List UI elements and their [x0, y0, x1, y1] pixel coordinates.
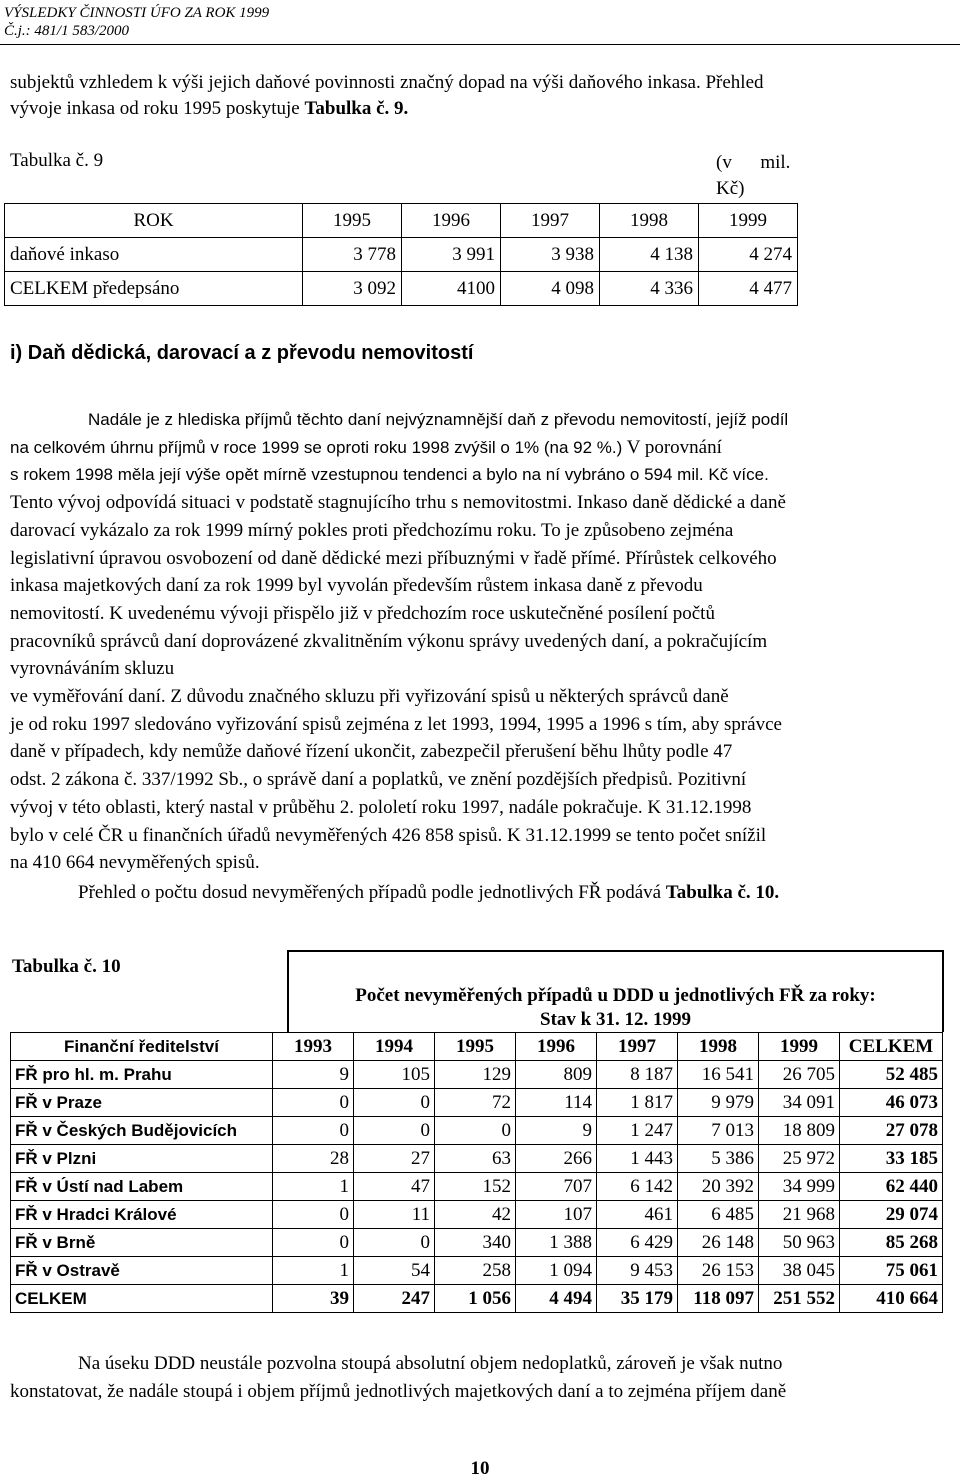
table10-header-cell: 1995	[435, 1033, 516, 1061]
para-line: vyrovnáváním skluzu	[10, 658, 175, 680]
section-heading: i) Daň dědická, darovací a z převodu nemovitostí	[10, 342, 474, 364]
table10-header-cell: Finanční ředitelství	[11, 1033, 273, 1061]
intro-line-1: subjektů vzhledem k výši jejich daňové povinnosti značný dopad na výši daňového inkasa. Přehled	[10, 72, 764, 93]
overview-line	[78, 880, 954, 906]
table10-cell: 4 494	[516, 1285, 597, 1313]
table10-header-cell: 1996	[516, 1033, 597, 1061]
table9-header-cell: 1996	[402, 204, 501, 238]
table9-row	[5, 272, 798, 306]
para-line: inkasa majetkových daní za rok 1999 byl vyvolán především růstem inkasa daně z převodu	[10, 575, 703, 597]
table10-cell: 258	[435, 1257, 516, 1285]
table10-cell: 20 392	[678, 1173, 759, 1201]
table10-cell: 34 091	[759, 1089, 840, 1117]
table10-cell: 707	[516, 1173, 597, 1201]
table10-row-label: FŘ v Ústí nad Labem	[11, 1173, 273, 1201]
table10-cell: 1	[273, 1257, 354, 1285]
table10-cell: 9	[516, 1117, 597, 1145]
para-line: bylo v celé ČR u finančních úřadů nevyměřených 426 858 spisů. K 31.12.1999 se tento počet snížil	[10, 824, 767, 846]
table9-cell: 4100	[402, 272, 501, 306]
closing-line: konstatovat, že nadále stoupá i objem příjmů jednotlivých majetkových daní a to zejména příjem daně	[10, 1381, 787, 1402]
table10-cell: 1 094	[516, 1257, 597, 1285]
intro-line-2-text: vývoje inkasa od roku 1995 poskytuje	[10, 98, 305, 119]
table10-cell: 1 443	[597, 1145, 678, 1173]
table10-row-label: FŘ v Praze	[11, 1089, 273, 1117]
table10-header-cell: 1993	[273, 1033, 354, 1061]
table10-cell: 461	[597, 1201, 678, 1229]
intro-line-2	[10, 96, 954, 122]
table9-cell: 3 938	[501, 238, 600, 272]
table10-cell: 1	[273, 1173, 354, 1201]
table10-cell: 6 485	[678, 1201, 759, 1229]
table10-cell: 28	[273, 1145, 354, 1173]
table9-row	[5, 238, 798, 272]
table10-cell: 251 552	[759, 1285, 840, 1313]
para-line: daně v případech, kdy nemůže daňové řízení ukončit, zabezpečil přerušení běhu lhůty podle 47	[10, 741, 733, 763]
table10-title	[287, 950, 944, 1032]
overview-text: Přehled o počtu dosud nevyměřených případů podle jednotlivých FŘ podává	[78, 882, 666, 903]
table10-total-cell: 33 185	[840, 1145, 943, 1173]
table10-total-cell: 46 073	[840, 1089, 943, 1117]
table10-total-cell: 75 061	[840, 1257, 943, 1285]
table10-cell: 21 968	[759, 1201, 840, 1229]
table10-cell: 0	[273, 1089, 354, 1117]
table10-row	[11, 1229, 943, 1257]
overview-paragraph	[10, 880, 954, 906]
table9-unit	[716, 150, 790, 202]
table10-total-cell: 410 664	[840, 1285, 943, 1313]
table9-cell: 4 098	[501, 272, 600, 306]
header-title: VÝSLEDKY ČINNOSTI ÚFO ZA ROK 1999	[4, 5, 270, 21]
table10-cell: 129	[435, 1061, 516, 1089]
intro-paragraph	[10, 70, 954, 122]
table10-cell: 0	[354, 1089, 435, 1117]
table10-cell: 7 013	[678, 1117, 759, 1145]
table10-row	[11, 1145, 943, 1173]
para-line: je od roku 1997 sledováno vyřizování spisů zejména z let 1993, 1994, 1995 a 1996 s tím, aby správce	[10, 713, 782, 735]
table10-cell: 0	[273, 1229, 354, 1257]
table9-cell: 4 274	[699, 238, 798, 272]
table10-cell: 0	[273, 1117, 354, 1145]
para-line: darovací vykázalo za rok 1999 mírný pokles proti předchozímu roku. To je způsobeno zejména	[10, 519, 734, 541]
table10-title-line1: Počet nevyměřených případů u DDD u jednotlivých FŘ za roky:	[355, 985, 876, 1006]
para-line	[10, 434, 954, 462]
table10-row	[11, 1089, 943, 1117]
table10-cell: 6 142	[597, 1173, 678, 1201]
table9-row-label: daňové inkaso	[5, 238, 303, 272]
table10-cell: 9	[273, 1061, 354, 1089]
table10-cell: 26 153	[678, 1257, 759, 1285]
table10-label: Tabulka č. 10	[12, 956, 121, 977]
table10-cell: 34 999	[759, 1173, 840, 1201]
header-divider	[0, 44, 960, 45]
page-number: 10	[470, 1458, 490, 1479]
table10-cell: 26 705	[759, 1061, 840, 1089]
table10-cell: 114	[516, 1089, 597, 1117]
table10-cell: 16 541	[678, 1061, 759, 1089]
table9-row-label: CELKEM předepsáno	[5, 272, 303, 306]
table10-cell: 266	[516, 1145, 597, 1173]
table10-cell: 9 453	[597, 1257, 678, 1285]
table10-row-label: FŘ v Hradci Králové	[11, 1201, 273, 1229]
table10-cell: 42	[435, 1201, 516, 1229]
table10-cell: 47	[354, 1173, 435, 1201]
document-header	[4, 4, 269, 40]
table10-header-cell: 1998	[678, 1033, 759, 1061]
table10-cell: 9 979	[678, 1089, 759, 1117]
table10-cell: 340	[435, 1229, 516, 1257]
para-line: s rokem 1998 měla její výše opět mírně vzestupnou tendenci a bylo na ní vybráno o 594 mil. Kč více.	[10, 465, 769, 485]
para-line: Tento vývoj odpovídá situaci v podstatě stagnujícího trhu s nemovitostmi. Inkaso daně dědické a daně	[10, 492, 786, 514]
table10-row	[11, 1173, 943, 1201]
table9-cell: 4 477	[699, 272, 798, 306]
table9-header-cell: ROK	[5, 204, 303, 238]
table10-cell: 105	[354, 1061, 435, 1089]
table10-row-label: FŘ v Plzni	[11, 1145, 273, 1173]
table10-total-cell: 85 268	[840, 1229, 943, 1257]
table9-header-row	[5, 204, 798, 238]
table10-cell: 247	[354, 1285, 435, 1313]
table10-cell: 25 972	[759, 1145, 840, 1173]
overview-table-ref: Tabulka č. 10.	[665, 882, 780, 903]
table10-cell: 38 045	[759, 1257, 840, 1285]
table10-cell: 72	[435, 1089, 516, 1117]
section-i-paragraph	[10, 406, 954, 877]
table10-header-cell: 1994	[354, 1033, 435, 1061]
table10-header-cell: 1999	[759, 1033, 840, 1061]
table10-total-cell: 52 485	[840, 1061, 943, 1089]
table10-cell: 809	[516, 1061, 597, 1089]
table10-total-cell: 29 074	[840, 1201, 943, 1229]
table10-cell: 39	[273, 1285, 354, 1313]
table9-header-cell: 1995	[303, 204, 402, 238]
closing-line: Na úseku DDD neustále pozvolna stoupá absolutní objem nedoplatků, zároveň je však nutno	[78, 1353, 783, 1374]
table10-cell: 6 429	[597, 1229, 678, 1257]
table9-cell: 4 138	[600, 238, 699, 272]
table10-cell: 5 386	[678, 1145, 759, 1173]
table10-cell: 11	[354, 1201, 435, 1229]
table10-cell: 118 097	[678, 1285, 759, 1313]
table10-row-label: FŘ v Brně	[11, 1229, 273, 1257]
table10-row	[11, 1117, 943, 1145]
table10-cell: 107	[516, 1201, 597, 1229]
table10-cell: 18 809	[759, 1117, 840, 1145]
para-line-sans: na celkovém úhrnu příjmů v roce 1999 se oproti roku 1998 zvýšil o 1% (na 92 %.)	[10, 437, 623, 457]
table9-cell: 3 778	[303, 238, 402, 272]
header-reference: Č.j.: 481/1 583/2000	[4, 23, 130, 39]
table9-header-cell: 1997	[501, 204, 600, 238]
para-line: pracovníků správců daní doprovázené zkvalitněním výkonu správy uvedených daní, a pokračujícím	[10, 630, 768, 652]
table10-row	[11, 1061, 943, 1089]
para-line: legislativní úpravou osvobození od daně dědické mezi příbuznými v řadě přímé. Přírůstek celkového	[10, 547, 777, 569]
table10-cell: 1 247	[597, 1117, 678, 1145]
table10-cell: 152	[435, 1173, 516, 1201]
table10-row-label: FŘ v Ostravě	[11, 1257, 273, 1285]
para-line: nemovitostí. K uvedenému vývoji přispělo již v předchozím roce uskutečněné posílení počtů	[10, 602, 715, 624]
table10-cell: 8 187	[597, 1061, 678, 1089]
table9-header-cell: 1999	[699, 204, 798, 238]
table10-cell: 1 056	[435, 1285, 516, 1313]
para-line: vývoj v této oblasti, který nastal v průběhu 2. pololetí roku 1997, nadále pokračuje. K 31.12.1998	[10, 796, 752, 818]
table9-label: Tabulka č. 9	[10, 150, 104, 171]
table10-total-cell: 62 440	[840, 1173, 943, 1201]
table10-cell: 0	[273, 1201, 354, 1229]
intro-table-ref: Tabulka č. 9.	[304, 98, 409, 119]
table10-title-line2: Stav k 31. 12. 1999	[540, 1009, 691, 1030]
table9-cell: 3 991	[402, 238, 501, 272]
table10-cell: 50 963	[759, 1229, 840, 1257]
table10-cell: 1 388	[516, 1229, 597, 1257]
para-line: ve vyměřování daní. Z důvodu značného skluzu při vyřizování spisů u některých správců daně	[10, 686, 729, 708]
para-line: na 410 664 nevyměřených spisů.	[10, 852, 260, 874]
table9-cell: 4 336	[600, 272, 699, 306]
table10-cell: 63	[435, 1145, 516, 1173]
table10-row-label: CELKEM	[11, 1285, 273, 1313]
table10-cell: 0	[354, 1117, 435, 1145]
table10-row-label: FŘ pro hl. m. Prahu	[11, 1061, 273, 1089]
table9-header-cell: 1998	[600, 204, 699, 238]
table10-cell: 35 179	[597, 1285, 678, 1313]
table10-cell: 26 148	[678, 1229, 759, 1257]
table10-cell: 0	[435, 1117, 516, 1145]
para-line: Nadále je z hlediska příjmů těchto daní nejvýznamnější daň z převodu nemovitostí, jejíž podíl	[88, 410, 789, 429]
table10-header-cell: 1997	[597, 1033, 678, 1061]
table9-unit-line1: (v mil.	[716, 152, 791, 173]
table10-row	[11, 1257, 943, 1285]
para-line: odst. 2 zákona č. 337/1992 Sb., o správě daní a poplatků, ve znění pozdějších předpisů. Pozitivní	[10, 769, 747, 791]
table10-header-cell: CELKEM	[840, 1033, 943, 1061]
table9	[4, 203, 798, 306]
table10-cell: 0	[354, 1229, 435, 1257]
table10-cell: 54	[354, 1257, 435, 1285]
table10-total-cell: 27 078	[840, 1117, 943, 1145]
table10	[10, 1032, 943, 1313]
table10-header-row	[11, 1033, 943, 1061]
table10-cell: 1 817	[597, 1089, 678, 1117]
table10-row-label: FŘ v Českých Budějovicích	[11, 1117, 273, 1145]
para-line-serif: V porovnání	[622, 436, 722, 458]
table9-cell: 3 092	[303, 272, 402, 306]
table10-row	[11, 1285, 943, 1313]
closing-paragraph	[10, 1350, 954, 1406]
table9-unit-line2: Kč)	[716, 178, 745, 199]
table10-row	[11, 1201, 943, 1229]
table10-cell: 27	[354, 1145, 435, 1173]
